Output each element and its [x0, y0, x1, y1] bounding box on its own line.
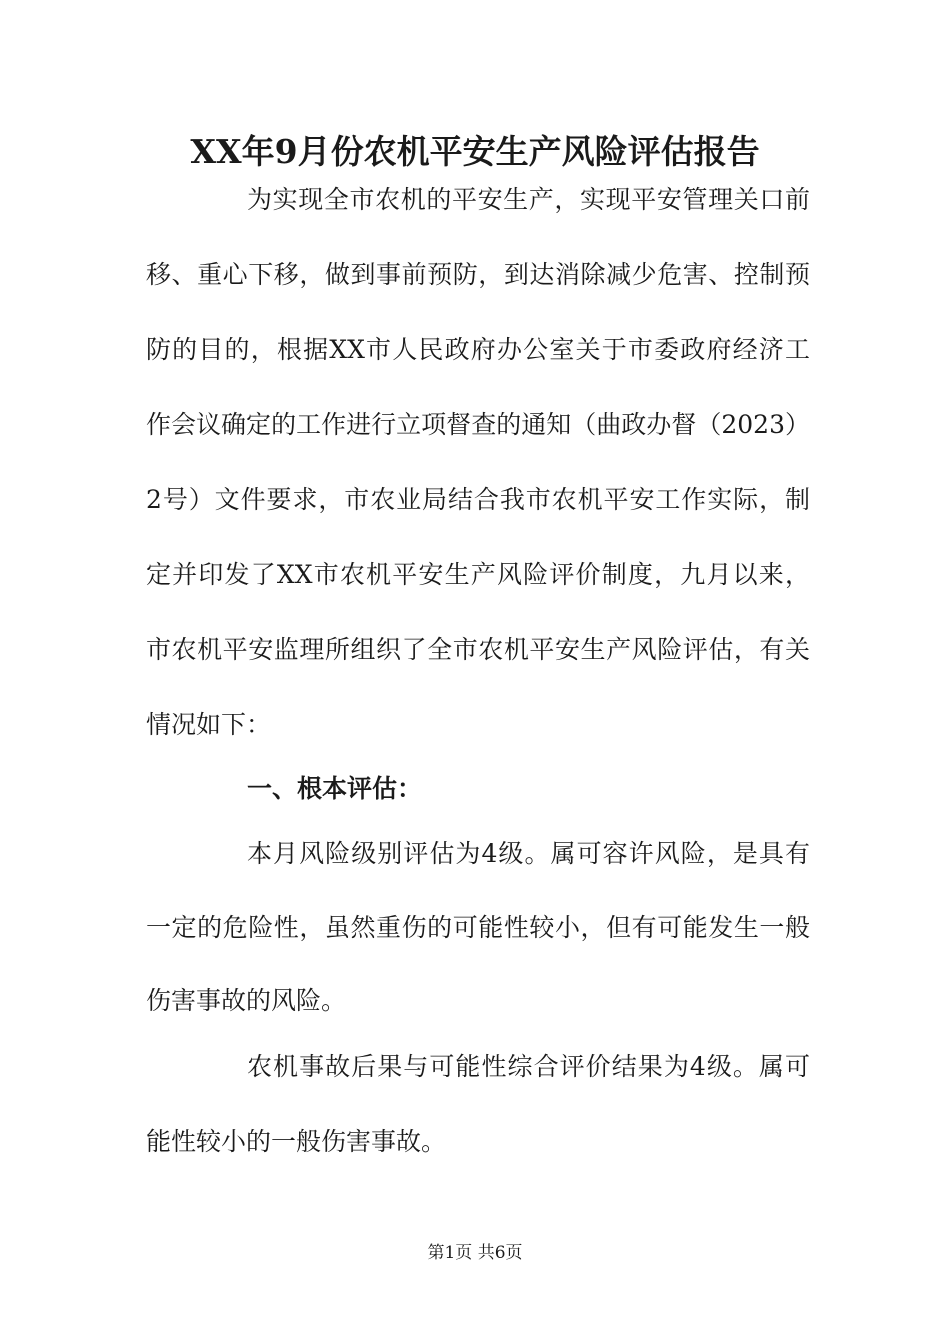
page-footer: 第1页 共6页	[427, 1243, 523, 1263]
paragraph-line: 定并印发了XX市农机平安生产风险评价制度，九月以来，	[146, 560, 810, 589]
paragraph-line: 本月风险级别评估为4级。属可容许风险，是具有	[247, 839, 810, 868]
paragraph-line: 情况如下：	[146, 710, 272, 739]
paragraph-line: 农机事故后果与可能性综合评价结果为4级。属可	[247, 1052, 810, 1081]
document-title: XX年9月份农机平安生产风险评估报告	[190, 132, 760, 171]
paragraph-line: 为实现全市农机的平安生产，实现平安管理关口前	[247, 185, 810, 214]
paragraph-line: 防的目的，根据XX市人民政府办公室关于市委政府经济工	[146, 335, 810, 364]
paragraph-line: 一定的危险性，虽然重伤的可能性较小，但有可能发生一般	[146, 913, 810, 942]
paragraph-line: 移、重心下移，做到事前预防，到达消除减少危害、控制预	[146, 260, 810, 289]
paragraph-line: 能性较小的一般伤害事故。	[146, 1127, 447, 1156]
section-heading: 一、根本评估：	[247, 774, 423, 803]
paragraph-line: 2号）文件要求，市农业局结合我市农机平安工作实际，制	[146, 485, 810, 514]
paragraph-line: 伤害事故的风险。	[146, 986, 347, 1015]
paragraph-line: 市农机平安监理所组织了全市农机平安生产风险评估，有关	[146, 635, 810, 664]
paragraph-line: 作会议确定的工作进行立项督查的通知（曲政办督（2023）	[146, 410, 810, 439]
